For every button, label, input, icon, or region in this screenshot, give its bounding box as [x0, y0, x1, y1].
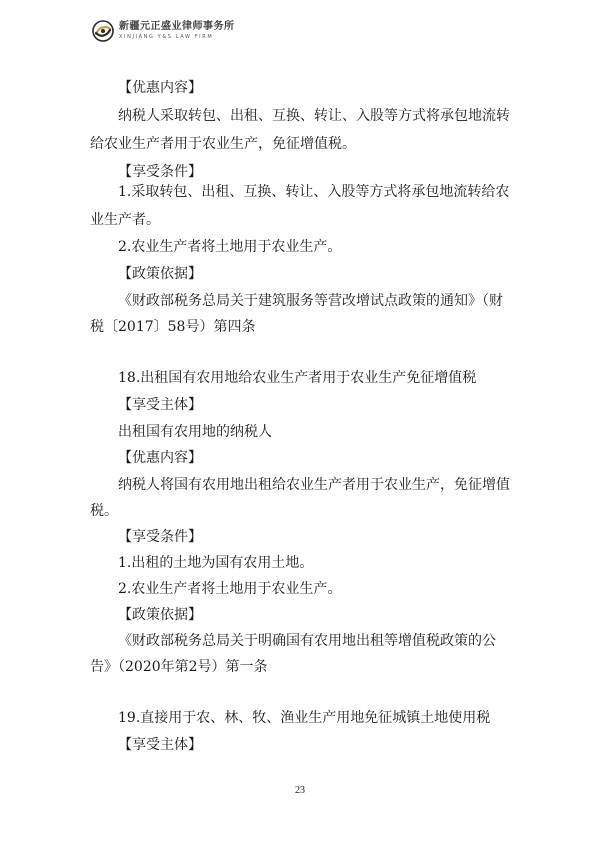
firm-name-en: XINJIANG Y&S LAW FIRM: [119, 34, 214, 40]
paragraph-line: 2.农业生产者将土地用于农业生产。: [118, 581, 342, 597]
section-heading-beneficiary: 【享受主体】: [118, 737, 202, 753]
paragraph-line: 给农业生产者用于农业生产，免征增值税。: [90, 136, 356, 152]
paragraph-line: 告》（2020年第2号）第一条: [90, 659, 268, 675]
paragraph-line: 出租国有农用地的纳税人: [118, 424, 272, 440]
paragraph-line: 1.采取转包、出租、互换、转让、入股等方式将承包地流转给农: [118, 184, 510, 200]
section-heading-policy-basis: 【政策依据】: [118, 607, 202, 623]
paragraph-line: 业生产者。: [90, 212, 160, 228]
page-number: 23: [295, 785, 305, 796]
item-title-18: 18.出租国有农用地给农业生产者用于农业生产免征增值税: [118, 370, 477, 386]
document-header: [92, 18, 235, 44]
section-heading-preferential-content: 【优惠内容】: [118, 80, 202, 96]
paragraph-line: 《财政部税务总局关于建筑服务等营改增试点政策的通知》（财: [118, 293, 503, 309]
section-heading-beneficiary: 【享受主体】: [118, 397, 202, 413]
firm-logo-icon: [92, 20, 114, 42]
paragraph-line: 纳税人将国有农用地出租给农业生产者用于农业生产，免征增值: [118, 477, 510, 493]
paragraph-line: 税。: [90, 503, 118, 519]
paragraph-line: 1.出租的土地为国有农用土地。: [118, 555, 314, 571]
paragraph-line: 2.农业生产者将土地用于农业生产。: [118, 239, 342, 255]
paragraph-line: 税〔2017〕58号）第四条: [90, 319, 256, 335]
section-heading-policy-basis: 【政策依据】: [118, 266, 202, 282]
paragraph-line: 纳税人采取转包、出租、互换、转让、入股等方式将承包地流转: [118, 108, 510, 124]
firm-name-cn: 新疆元正盛业律师事务所: [119, 21, 235, 32]
section-heading-preferential-content: 【优惠内容】: [118, 450, 202, 466]
section-heading-conditions: 【享受条件】: [118, 164, 202, 180]
item-title-19: 19.直接用于农、林、牧、渔业生产用地免征城镇土地使用税: [118, 710, 491, 726]
paragraph-line: 《财政部税务总局关于明确国有农用地出租等增值税政策的公: [118, 633, 496, 649]
firm-name: [119, 22, 235, 40]
section-heading-conditions: 【享受条件】: [118, 529, 202, 545]
